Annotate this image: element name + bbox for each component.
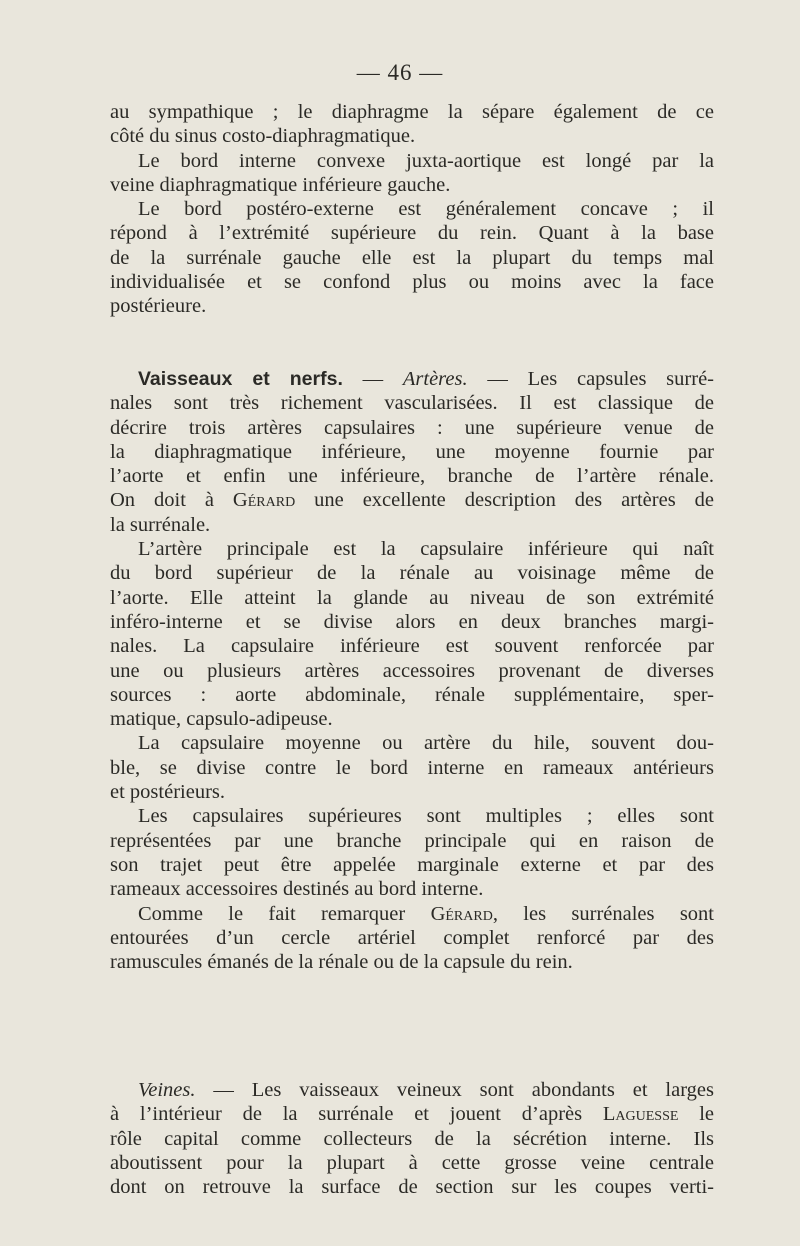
subheading-arteries: Artères. xyxy=(402,368,468,390)
text-line-gerard xyxy=(110,488,714,512)
text-line-gerard-remark xyxy=(110,902,714,926)
text-line: l’aorte et enfin une inférieure, branche de l’artère rénale. xyxy=(110,465,714,488)
text-line: veine diaphragmatique inférieure gauche. xyxy=(110,173,451,196)
author-name: Laguesse xyxy=(602,1103,679,1126)
text-line: individualisée et se confond plus ou moins avec la face xyxy=(110,271,714,294)
section-veins xyxy=(110,1078,714,1199)
text-fragment: à l’intérieur de la surrénale et jouent d’après xyxy=(110,1103,603,1126)
text-fragment: On doit à xyxy=(110,489,233,512)
page-number: — 46 — xyxy=(356,60,444,85)
text-line: son trajet peut être appelée marginale externe et par des xyxy=(110,853,714,876)
text-line: du bord supérieur de la rénale au voisinage même de xyxy=(110,562,714,585)
text-line: dont on retrouve la surface de section sur les coupes verti- xyxy=(110,1176,714,1199)
text-line: inféro-interne et se divise alors en deux branches margi- xyxy=(110,610,714,633)
text-line: Les capsulaires supérieures sont multiples ; elles sont xyxy=(138,805,714,828)
text-line: matique, capsulo-adipeuse. xyxy=(110,708,333,731)
section-heading: Vaisseaux et nerfs. xyxy=(138,368,343,390)
text-line: Le bord postéro-externe est généralement concave ; il xyxy=(138,198,714,221)
text-line: côté du sinus costo-diaphragmatique. xyxy=(110,125,416,148)
text-line: décrire trois artères capsulaires : une supérieure venue de xyxy=(110,416,714,439)
text-fragment: le xyxy=(678,1103,714,1126)
text-line: nales sont très richement vascularisées. Il est classique de xyxy=(110,392,714,415)
subheading-veins: Veines. xyxy=(138,1079,196,1101)
author-name: Gérard xyxy=(232,489,296,512)
text-line: au sympathique ; le diaphragme la sépare également de ce xyxy=(110,101,714,123)
text-line: L’artère principale est la capsulaire inférieure qui naît xyxy=(138,538,714,561)
text-line: sources : aorte abdominale, rénale supplémentaire, sper- xyxy=(110,683,714,706)
text-line: La capsulaire moyenne ou artère du hile, souvent dou- xyxy=(138,732,714,755)
section-heading-line xyxy=(110,367,714,391)
heading-line-rest: — Les capsules surré- xyxy=(467,368,714,390)
text-line: répond à l’extrémité supérieure du rein. Quant à la base xyxy=(110,222,714,245)
text-line: rameaux accessoires destinés au bord interne. xyxy=(110,878,484,901)
text-line: la diaphragmatique inférieure, une moyenne fournie par xyxy=(110,440,714,463)
text-line: nales. La capsulaire inférieure est souvent renforcée par xyxy=(110,635,714,658)
text-fragment: , les surrénales sont xyxy=(492,902,715,925)
text-line: la surrénale. xyxy=(110,513,211,536)
text-line: entourées d’un cercle artériel complet renforcé par des xyxy=(110,926,714,949)
section-vessels-and-nerves xyxy=(110,367,714,974)
heading-separator: — xyxy=(342,368,403,390)
text-line: et postérieurs. xyxy=(110,781,225,804)
text-line-laguesse xyxy=(110,1102,714,1126)
text-line: postérieure. xyxy=(110,295,207,318)
text-line: aboutissent pour la plupart à cette grosse veine centrale xyxy=(110,1151,714,1174)
text-line: rôle capital comme collecteurs de la sécrétion interne. Ils xyxy=(110,1127,714,1150)
paragraph-group-surrenal-borders xyxy=(110,100,714,319)
text-fragment: Comme le fait remarquer xyxy=(138,902,431,925)
text-fragment: une excellente description des artères de xyxy=(295,489,714,512)
text-line: représentées par une branche principale qui en raison de xyxy=(110,829,714,852)
author-name: Gérard xyxy=(430,902,493,925)
text-line: Le bord interne convexe juxta-aortique est longé par la xyxy=(138,149,714,172)
veins-heading-line xyxy=(110,1078,714,1102)
text-line: l’aorte. Elle atteint la glande au niveau de son extrémité xyxy=(110,586,714,609)
text-line: une ou plusieurs artères accessoires provenant de diverses xyxy=(110,659,714,682)
text-line: ramuscules émanés de la rénale ou de la capsule du rein. xyxy=(110,951,573,974)
text-line: de la surrénale gauche elle est la plupart du temps mal xyxy=(110,246,714,269)
heading-line-rest: — Les vaisseaux veineux sont abondants et larges xyxy=(195,1079,714,1101)
text-line: ble, se divise contre le bord interne en rameaux antérieurs xyxy=(110,756,714,779)
